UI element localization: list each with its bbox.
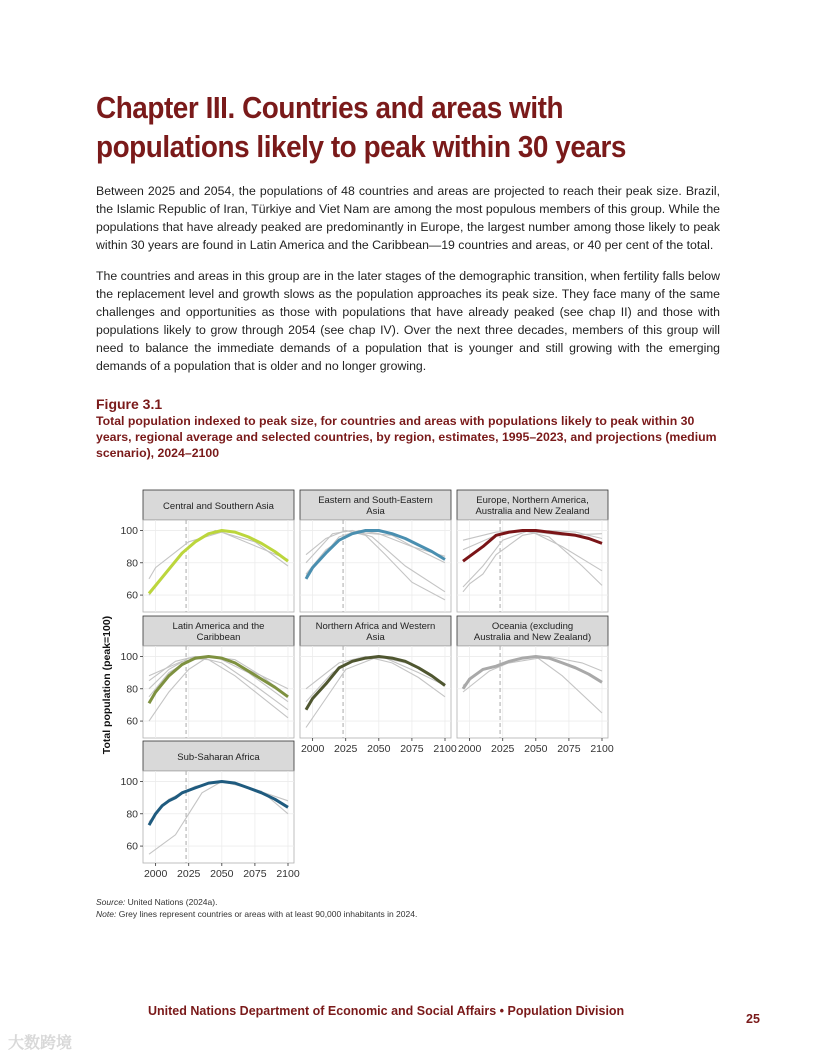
chart-panel bbox=[457, 490, 608, 612]
panel-title: Europe, Northern America, Australia and New Zealand bbox=[475, 495, 590, 517]
x-tick-label: 2100 bbox=[276, 868, 300, 880]
panel-title: Oceania (excluding Australia and New Zealand) bbox=[473, 621, 592, 643]
source-note: Source: United Nations (2024a). bbox=[96, 897, 218, 907]
figure-caption: Total population indexed to peak size, for countries and areas with populations likely to peak within 30 years, regional average and selected countries, by region, estimates, 1995–2023, and projections (medium scenario), 2024–2100 bbox=[96, 414, 717, 460]
intro-paragraph: Between 2025 and 2054, the populations of 48 countries and areas are projected to reach their peak size. Brazil, the Islamic Republic of Iran, Türkiye and Viet Nam are among the most populous members of this group. While the populations that have already peaked are predominantly in Europe, the largest number among those likely to peak within 30 years are found in Latin America and the Caribbean—19 countries and areas, or 40 per cent of the total. bbox=[96, 184, 720, 252]
x-tick-label: 2100 bbox=[433, 743, 457, 755]
x-tick-label: 2050 bbox=[367, 743, 391, 755]
x-tick-label: 2025 bbox=[177, 868, 201, 880]
chapter-title: Chapter III. Countries and areas with populations likely to peak within 30 years bbox=[96, 90, 626, 164]
y-tick-label: 100 bbox=[120, 775, 138, 788]
y-tick-label: 60 bbox=[126, 840, 138, 853]
panel-title: Northern Africa and Western Asia bbox=[315, 621, 436, 643]
x-tick-label: 2000 bbox=[300, 743, 325, 755]
x-tick-label: 2100 bbox=[590, 743, 614, 755]
x-tick-label: 2075 bbox=[243, 868, 267, 880]
panel-title: Central and Southern Asia bbox=[163, 501, 274, 512]
y-axis-title: Total population (peak=100) bbox=[101, 615, 113, 755]
x-tick-label: 2000 bbox=[457, 743, 482, 755]
chart-panel bbox=[300, 616, 457, 755]
y-tick-label: 60 bbox=[126, 589, 138, 602]
panel-title: Eastern and South-Eastern Asia bbox=[318, 495, 433, 517]
population-peak-chart bbox=[96, 480, 626, 880]
x-tick-label: 2025 bbox=[334, 743, 358, 755]
body-paragraph: The countries and areas in this group are in the later stages of the demographic transition, when fertility falls below the replacement level and growth slows as the population approaches its peak size. They face many of the same challenges and opportunities as those with populations that have already peaked (see chap II) and those with populations likely to grow through 2054 (see chap IV). Over the next three decades, members of this group will need to balance the immediate demands of a population that is younger and still growing with the emerging demands of a population that is older and no longer growing. bbox=[96, 269, 720, 373]
chart-panel bbox=[300, 490, 451, 612]
panel-plot-area bbox=[143, 771, 294, 863]
chart-panel bbox=[120, 490, 294, 612]
chart-panel bbox=[457, 616, 614, 755]
y-tick-label: 100 bbox=[120, 650, 138, 663]
watermark-logo: 大数跨境 bbox=[8, 1035, 73, 1052]
x-tick-label: 2000 bbox=[143, 868, 168, 880]
page-number: 25 bbox=[746, 1012, 760, 1026]
figure-notes bbox=[96, 896, 417, 920]
y-tick-label: 100 bbox=[120, 524, 138, 537]
panel-plot-area bbox=[143, 646, 294, 738]
footnote: Note: Grey lines represent countries or areas with at least 90,000 inhabitants in 2024. bbox=[96, 909, 418, 919]
x-tick-label: 2050 bbox=[524, 743, 548, 755]
panel-plot-area bbox=[143, 520, 294, 612]
x-tick-label: 2050 bbox=[210, 868, 234, 880]
y-tick-label: 80 bbox=[126, 683, 138, 696]
chart-panel bbox=[120, 616, 294, 738]
x-tick-label: 2075 bbox=[557, 743, 581, 755]
x-tick-label: 2025 bbox=[491, 743, 515, 755]
page-footer: United Nations Department of Economic and Social Affairs • Population Division bbox=[148, 1004, 625, 1018]
chart-panel bbox=[120, 741, 299, 880]
x-tick-label: 2075 bbox=[400, 743, 424, 755]
panel-title: Sub-Saharan Africa bbox=[177, 752, 260, 763]
y-tick-label: 60 bbox=[126, 715, 138, 728]
y-tick-label: 80 bbox=[126, 808, 138, 821]
panel-plot-area bbox=[457, 646, 608, 738]
panel-title: Latin America and the Caribbean bbox=[172, 621, 265, 643]
y-tick-label: 80 bbox=[126, 557, 138, 570]
figure-label: Figure 3.1 bbox=[96, 396, 163, 412]
panel-plot-area bbox=[300, 646, 451, 738]
